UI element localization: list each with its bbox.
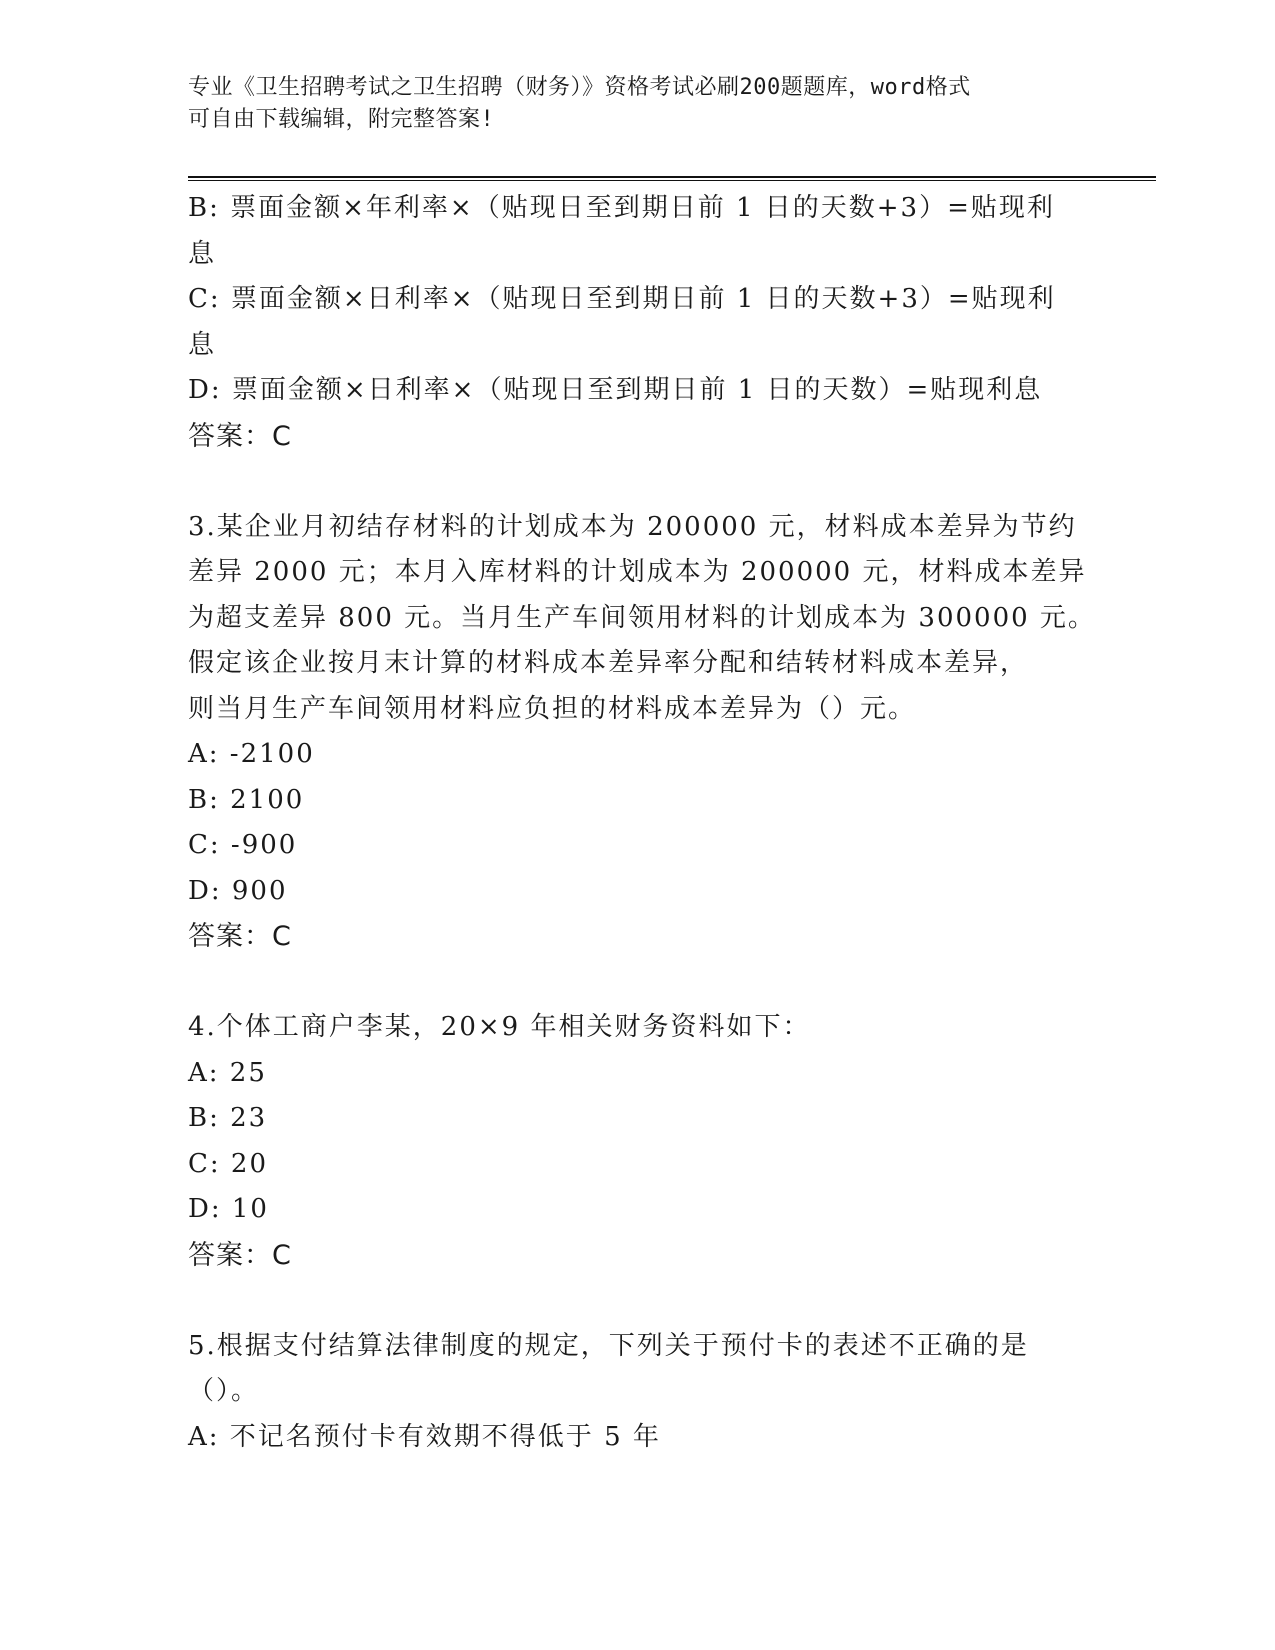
option-a: A: 不记名预付卡有效期不得低于 5 年 bbox=[188, 1421, 661, 1452]
question-stem-line: 则当月生产车间领用材料应负担的材料成本差异为（）元。 bbox=[188, 693, 917, 724]
question-stem-line: 为超支差异 800 元。当月生产车间领用材料的计划成本为 300000 元。 bbox=[188, 602, 1096, 633]
question-stem: 4.个体工商户李某，20×9 年相关财务资料如下： bbox=[188, 1012, 811, 1042]
question-stem-line: 差异 2000 元；本月入库材料的计划成本为 200000 元，材料成本差异 bbox=[188, 557, 1087, 587]
question-stem-line: 5.根据支付结算法律制度的规定，下列关于预付卡的表述不正确的是 bbox=[188, 1330, 1029, 1361]
answer: 答案：C bbox=[188, 1239, 292, 1271]
spacer bbox=[188, 1278, 1088, 1324]
option-c: C: -900 bbox=[188, 830, 298, 860]
question-stem-line: 3.某企业月初结存材料的计划成本为 200000 元，材料成本差异为节约 bbox=[188, 511, 1077, 542]
option-b: B: 2100 bbox=[188, 784, 305, 815]
option-d: D: 票面金额×日利率×（贴现日至到期日前 1 日的天数）=贴现利息 bbox=[188, 375, 1043, 405]
option-d: D: 10 bbox=[188, 1194, 269, 1224]
option-b-line-1: B: 票面金额×年利率×（贴现日至到期日前 1 日的天数+3）=贴现利 bbox=[188, 193, 1055, 223]
question-stem-line: （）。 bbox=[188, 1376, 260, 1406]
question-stem-line: 假定该企业按月末计算的材料成本差异率分配和结转材料成本差异， bbox=[188, 648, 1029, 678]
answer: 答案：C bbox=[188, 420, 292, 452]
option-c-line-1: C: 票面金额×日利率×（贴现日至到期日前 1 日的天数+3）=贴现利 bbox=[188, 284, 1056, 314]
header-divider bbox=[188, 176, 1156, 181]
question-4 bbox=[188, 1005, 1088, 1278]
spacer bbox=[188, 960, 1088, 1006]
question-5 bbox=[188, 1324, 1088, 1461]
spacer bbox=[188, 459, 1088, 505]
header-title-line-1: 专业《卫生招聘考试之卫生招聘（财务）》资格考试必刷200题题库，word格式 bbox=[188, 75, 971, 100]
header-title-line-2: 可自由下载编辑，附完整答案! bbox=[188, 107, 495, 132]
option-b-line-2: 息 bbox=[188, 238, 217, 269]
question-3 bbox=[188, 505, 1096, 960]
document-header bbox=[188, 72, 1068, 136]
option-c-line-2: 息 bbox=[188, 329, 217, 360]
question-2-continued bbox=[188, 186, 1088, 459]
option-d: D: 900 bbox=[188, 875, 288, 906]
option-a: A: -2100 bbox=[188, 739, 315, 769]
answer: 答案：C bbox=[188, 921, 292, 952]
option-c: C: 20 bbox=[188, 1148, 269, 1179]
option-b: B: 23 bbox=[188, 1103, 268, 1133]
question-list bbox=[188, 186, 1096, 1460]
option-a: A: 25 bbox=[188, 1057, 267, 1088]
